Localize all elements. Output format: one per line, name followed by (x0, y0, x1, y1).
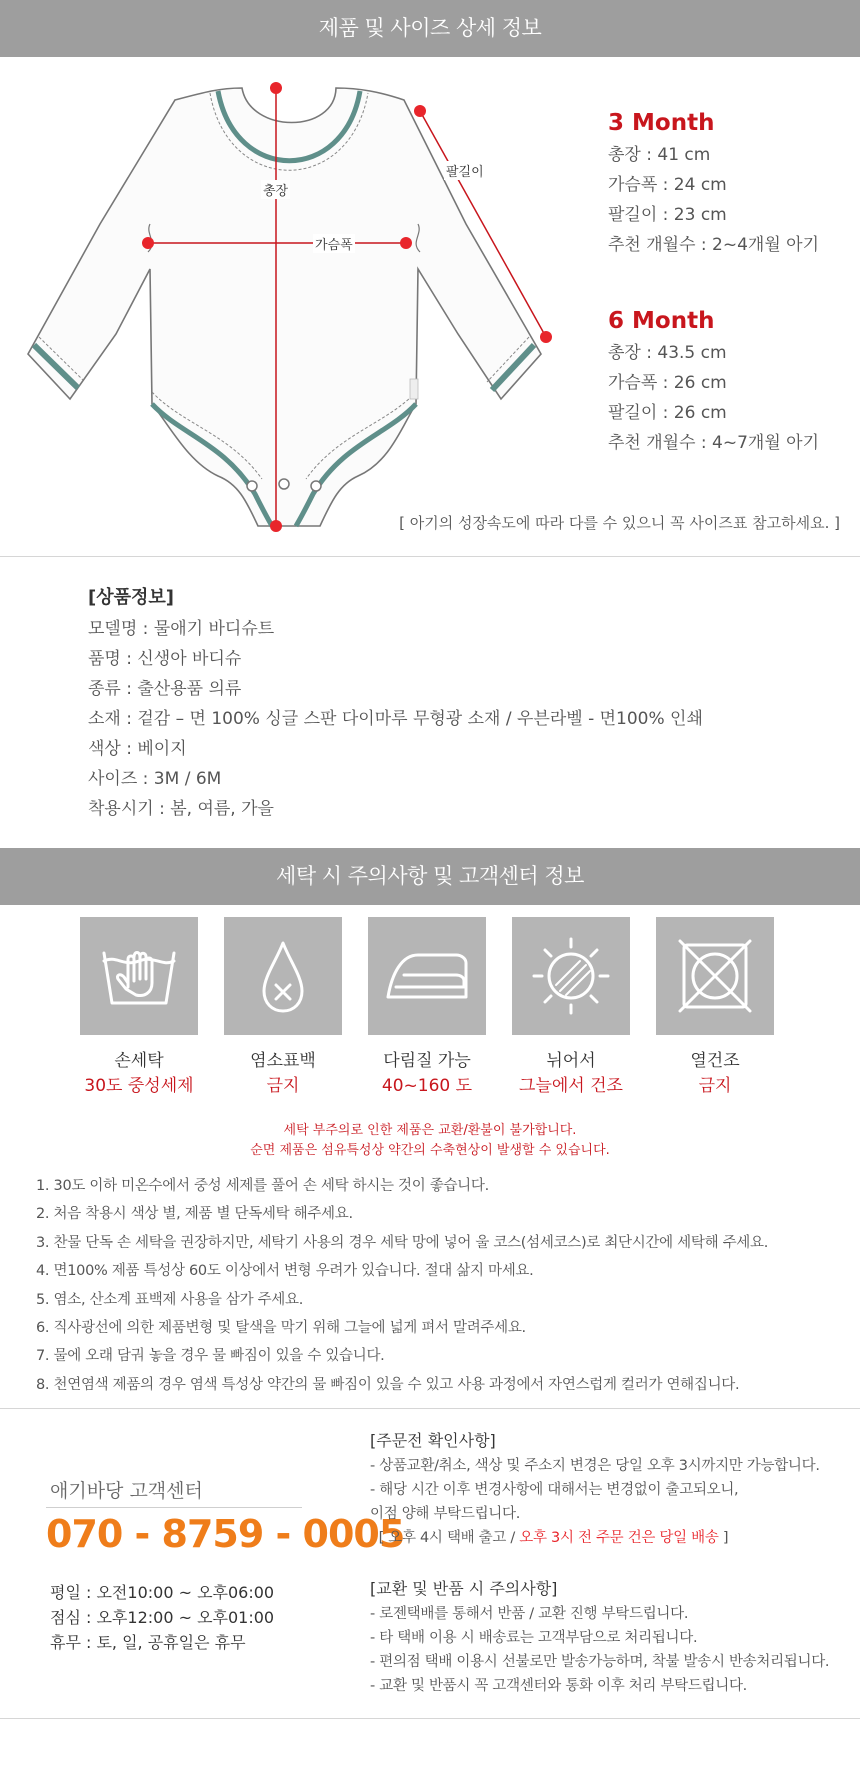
product-info-line: 소재 : 겉감 – 면 100% 싱글 스판 다이마루 무형광 소재 / 우븐라벨 - 면100% 인쇄 (88, 709, 703, 729)
divider (0, 1718, 860, 1719)
care-item-no-bleach (224, 917, 342, 1035)
section-header-size: 제품 및 사이즈 상세 정보 (0, 0, 860, 57)
tip-item: 4. 면100% 제품 특성상 60도 이상에서 변형 우려가 있습니다. 절대 삶지 마세요. (36, 1263, 534, 1280)
shipping-notice (370, 1526, 820, 1550)
cs-hour-line: 평일 : 오전10:00 ~ 오후06:00 (50, 1583, 275, 1602)
bodysuit-diagram (20, 74, 560, 544)
size-title: 3 Month (608, 110, 715, 136)
care-item-shade-dry (512, 917, 630, 1035)
order-notice-line: - 해당 시간 이후 변경사항에 대해서는 변경없이 출고되오니, (370, 1482, 739, 1498)
length-label: 총장 (261, 180, 290, 199)
tip-item: 1. 30도 이하 미온수에서 중성 세제를 풀어 손 세탁 하시는 것이 좋습니다. (36, 1178, 489, 1194)
washing-tips (36, 1172, 768, 1399)
care-item-no-tumble-dry (656, 917, 774, 1035)
sleeve-label: 팔길이 (444, 161, 486, 180)
no-bleach-icon (224, 917, 342, 1035)
tip-item: 5. 염소, 산소계 표백제 사용을 삼가 주세요. (36, 1291, 304, 1308)
product-info-line: 사이즈 : 3M / 6M (88, 769, 222, 789)
care-item-iron (368, 917, 486, 1035)
tip-item: 7. 물에 오래 담궈 놓을 경우 물 빠짐이 있을 수 있습니다. (36, 1348, 385, 1365)
size-length: 총장 : 43.5 cm (608, 343, 727, 363)
shipping-notice-highlight: 오후 3시 전 주문 건은 당일 배송 (519, 1530, 719, 1546)
cs-title: 애기바당 고객센터 (50, 1480, 203, 1502)
care-sub: 40~160 도 (381, 1076, 473, 1096)
chest-label: 가슴폭 (313, 234, 355, 253)
return-notice-line: - 편의점 택배 이용시 선불로만 발송가능하며, 착불 발송시 반송처리됩니다. (370, 1654, 830, 1670)
iron-icon (368, 917, 486, 1035)
cs-phone-number[interactable]: 070 - 8759 - 0005 (46, 1512, 405, 1556)
care-name: 열건조 (690, 1051, 740, 1071)
care-sub: 30도 중성세제 (84, 1076, 194, 1096)
tip-item: 3. 찬물 단독 손 세탁을 권장하지만, 세탁기 사용의 경우 세탁 망에 넣어 울 코스(섬세코스)로 최단시간에 세탁해 주세요. (36, 1234, 769, 1251)
tip-item: 8. 천연염색 제품의 경우 염색 특성상 약간의 물 빠짐이 있을 수 있고 사용 과정에서 자연스럽게 컬러가 연해집니다. (36, 1376, 740, 1393)
size-spec-3m (608, 106, 858, 260)
care-warning: 순면 제품은 섬유특성상 약간의 수축현상이 발생할 수 있습니다. (250, 1143, 610, 1158)
shipping-notice-suffix: ] (718, 1530, 729, 1546)
cs-hour-line: 점심 : 오후12:00 ~ 오후01:00 (50, 1608, 275, 1627)
care-warning: 세탁 부주의로 인한 제품은 교환/환불이 불가합니다. (283, 1123, 577, 1138)
cs-hour-line: 휴무 : 토, 일, 공휴일은 휴무 (50, 1633, 246, 1652)
size-sleeve: 팔길이 : 23 cm (608, 205, 727, 225)
hand-wash-icon (80, 917, 198, 1035)
size-chest: 가슴폭 : 26 cm (608, 373, 727, 393)
shade-dry-icon (512, 917, 630, 1035)
return-notice-line: - 타 택배 이용 시 배송료는 고객부담으로 처리됩니다. (370, 1630, 698, 1646)
care-item-hand-wash (80, 917, 198, 1035)
care-name: 뉘어서 (546, 1051, 596, 1071)
order-notice-line: - 상품교환/취소, 색상 및 주소지 변경은 당일 오후 3시까지만 가능합니다. (370, 1458, 820, 1474)
section-header-care: 세탁 시 주의사항 및 고객센터 정보 (0, 848, 860, 905)
product-info-line: 종류 : 출산용품 의류 (88, 679, 242, 699)
product-info (88, 582, 703, 824)
divider (0, 1408, 860, 1409)
shipping-notice-prefix: [ 오후 4시 택배 출고 / (370, 1530, 520, 1546)
size-sleeve: 팔길이 : 26 cm (608, 403, 727, 423)
return-notice-line: - 교환 및 반품시 꼭 고객센터와 통화 이후 처리 부탁드립니다. (370, 1678, 747, 1694)
care-sub: 그늘에서 건조 (519, 1076, 623, 1096)
product-info-line: 색상 : 베이지 (88, 739, 187, 759)
size-title: 6 Month (608, 308, 715, 334)
return-notice (370, 1576, 829, 1698)
cs-hours (50, 1580, 274, 1655)
order-notice (370, 1428, 820, 1550)
care-sub: 금지 (266, 1076, 300, 1096)
product-info-line: 품명 : 신생아 바디슈 (88, 649, 242, 669)
size-chest: 가슴폭 : 24 cm (608, 175, 727, 195)
size-age: 추천 개월수 : 4~7개월 아기 (608, 433, 820, 453)
order-notice-line: 이점 양해 부탁드립니다. (370, 1506, 520, 1522)
return-notice-title: [교환 및 반품 시 주의사항] (370, 1579, 558, 1598)
tip-item: 2. 처음 착용시 색상 별, 제품 별 단독세탁 해주세요. (36, 1206, 353, 1223)
cs-divider (46, 1507, 302, 1508)
care-name: 염소표백 (250, 1051, 316, 1071)
product-info-line: 모델명 : 물애기 바디슈트 (88, 619, 275, 639)
order-notice-title: [주문전 확인사항] (370, 1431, 496, 1450)
size-age: 추천 개월수 : 2~4개월 아기 (608, 235, 820, 255)
divider (0, 556, 860, 557)
size-spec-6m (608, 304, 858, 458)
product-info-title: [상품정보] (88, 587, 175, 608)
return-notice-line: - 로젠택배를 통해서 반품 / 교환 진행 부탁드립니다. (370, 1606, 689, 1622)
tip-item: 6. 직사광선에 의한 제품변형 및 탈색을 막기 위해 그늘에 넓게 펴서 말려주세요. (36, 1319, 526, 1336)
size-length: 총장 : 41 cm (608, 145, 711, 165)
product-info-line: 착용시기 : 봄, 여름, 가을 (88, 799, 274, 819)
care-name: 다림질 가능 (383, 1051, 471, 1071)
no-tumble-dry-icon (656, 917, 774, 1035)
care-sub: 금지 (698, 1076, 732, 1096)
care-name: 손세탁 (114, 1051, 164, 1071)
size-note: [ 아기의 성장속도에 따라 다를 수 있으니 꼭 사이즈표 참고하세요. ] (399, 514, 840, 532)
